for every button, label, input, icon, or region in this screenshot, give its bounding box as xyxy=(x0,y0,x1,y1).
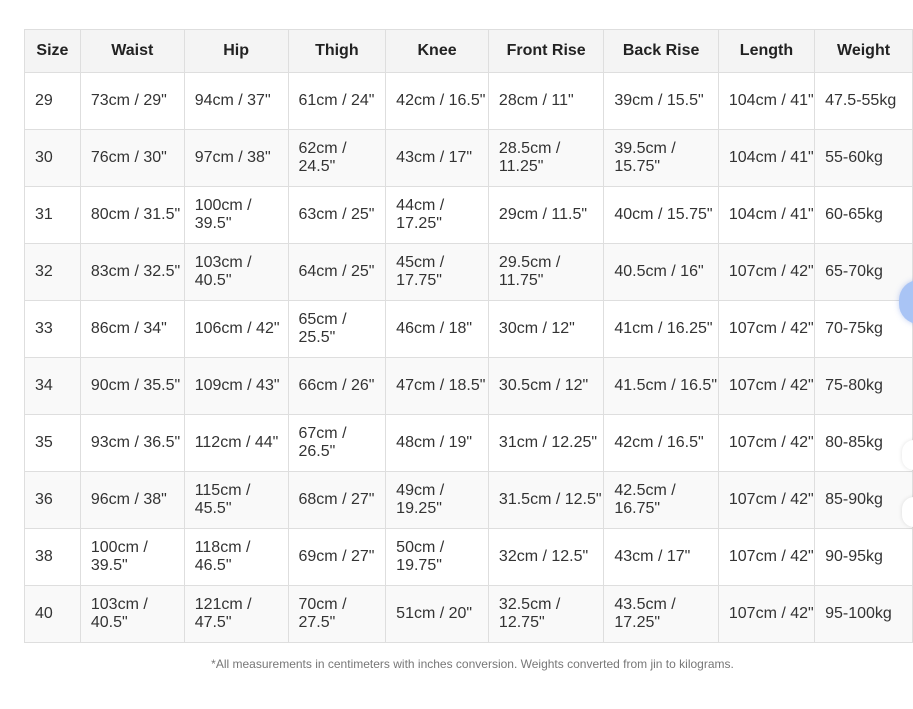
table-cell: 42cm / 16.5" xyxy=(604,415,719,472)
table-cell: 64cm / 25" xyxy=(288,244,386,301)
table-cell: 68cm / 27" xyxy=(288,472,386,529)
column-header-hip: Hip xyxy=(184,30,288,73)
table-cell: 90cm / 35.5" xyxy=(80,358,184,415)
table-cell: 40.5cm / 16" xyxy=(604,244,719,301)
table-cell: 39.5cm / 15.75" xyxy=(604,130,719,187)
table-cell: 39cm / 15.5" xyxy=(604,73,719,130)
header-row xyxy=(25,30,913,73)
table-cell: 121cm / 47.5" xyxy=(184,586,288,643)
table-cell: 30cm / 12" xyxy=(488,301,603,358)
table-cell: 60-65kg xyxy=(815,187,913,244)
table-cell: 80cm / 31.5" xyxy=(80,187,184,244)
table-cell: 38 xyxy=(25,529,81,586)
table-cell: 43cm / 17" xyxy=(604,529,719,586)
table-cell: 36 xyxy=(25,472,81,529)
table-cell: 42.5cm / 16.75" xyxy=(604,472,719,529)
table-cell: 43cm / 17" xyxy=(386,130,489,187)
table-cell: 32.5cm / 12.75" xyxy=(488,586,603,643)
column-header-knee: Knee xyxy=(386,30,489,73)
table-cell: 61cm / 24" xyxy=(288,73,386,130)
table-cell: 107cm / 42" xyxy=(718,358,814,415)
table-cell: 65cm / 25.5" xyxy=(288,301,386,358)
table-cell: 55-60kg xyxy=(815,130,913,187)
table-cell: 83cm / 32.5" xyxy=(80,244,184,301)
column-header-waist: Waist xyxy=(80,30,184,73)
table-cell: 107cm / 42" xyxy=(718,472,814,529)
column-header-weight: Weight xyxy=(815,30,913,73)
table-cell: 44cm / 17.25" xyxy=(386,187,489,244)
table-cell: 100cm / 39.5" xyxy=(184,187,288,244)
floating-action-button[interactable] xyxy=(902,497,913,527)
size-chart-table xyxy=(24,29,913,643)
table-cell: 46cm / 18" xyxy=(386,301,489,358)
table-cell: 43.5cm / 17.25" xyxy=(604,586,719,643)
table-body xyxy=(25,73,913,643)
table-cell: 45cm / 17.75" xyxy=(386,244,489,301)
table-row xyxy=(25,73,913,130)
table-cell: 107cm / 42" xyxy=(718,529,814,586)
table-cell: 41cm / 16.25" xyxy=(604,301,719,358)
table-cell: 62cm / 24.5" xyxy=(288,130,386,187)
table-row xyxy=(25,187,913,244)
table-cell: 95-100kg xyxy=(815,586,913,643)
column-header-thigh: Thigh xyxy=(288,30,386,73)
table-cell: 41.5cm / 16.5" xyxy=(604,358,719,415)
table-cell: 31cm / 12.25" xyxy=(488,415,603,472)
table-cell: 32 xyxy=(25,244,81,301)
table-cell: 30.5cm / 12" xyxy=(488,358,603,415)
table-cell: 104cm / 41" xyxy=(718,130,814,187)
table-cell: 103cm / 40.5" xyxy=(184,244,288,301)
table-cell: 85-90kg xyxy=(815,472,913,529)
table-cell: 94cm / 37" xyxy=(184,73,288,130)
table-cell: 34 xyxy=(25,358,81,415)
table-cell: 48cm / 19" xyxy=(386,415,489,472)
floating-action-button[interactable] xyxy=(902,440,913,470)
column-header-length: Length xyxy=(718,30,814,73)
column-header-back-rise: Back Rise xyxy=(604,30,719,73)
table-row xyxy=(25,415,913,472)
table-cell: 107cm / 42" xyxy=(718,415,814,472)
table-cell: 104cm / 41" xyxy=(718,73,814,130)
table-cell: 47cm / 18.5" xyxy=(386,358,489,415)
table-cell: 40cm / 15.75" xyxy=(604,187,719,244)
table-header xyxy=(25,30,913,73)
table-cell: 70cm / 27.5" xyxy=(288,586,386,643)
table-cell: 80-85kg xyxy=(815,415,913,472)
table-cell: 86cm / 34" xyxy=(80,301,184,358)
table-cell: 29 xyxy=(25,73,81,130)
table-row xyxy=(25,529,913,586)
column-header-front-rise: Front Rise xyxy=(488,30,603,73)
table-cell: 29cm / 11.5" xyxy=(488,187,603,244)
table-cell: 35 xyxy=(25,415,81,472)
table-cell: 47.5-55kg xyxy=(815,73,913,130)
table-cell: 65-70kg xyxy=(815,244,913,301)
table-cell: 70-75kg xyxy=(815,301,913,358)
table-cell: 97cm / 38" xyxy=(184,130,288,187)
table-cell: 49cm / 19.25" xyxy=(386,472,489,529)
table-cell: 106cm / 42" xyxy=(184,301,288,358)
table-cell: 29.5cm / 11.75" xyxy=(488,244,603,301)
table-cell: 93cm / 36.5" xyxy=(80,415,184,472)
table-row xyxy=(25,301,913,358)
table-row xyxy=(25,130,913,187)
table-cell: 96cm / 38" xyxy=(80,472,184,529)
table-cell: 104cm / 41" xyxy=(718,187,814,244)
table-cell: 107cm / 42" xyxy=(718,244,814,301)
table-cell: 90-95kg xyxy=(815,529,913,586)
table-cell: 40 xyxy=(25,586,81,643)
column-header-size: Size xyxy=(25,30,81,73)
table-row xyxy=(25,586,913,643)
table-cell: 73cm / 29" xyxy=(80,73,184,130)
table-cell: 109cm / 43" xyxy=(184,358,288,415)
table-cell: 103cm / 40.5" xyxy=(80,586,184,643)
table-cell: 76cm / 30" xyxy=(80,130,184,187)
table-cell: 50cm / 19.75" xyxy=(386,529,489,586)
table-cell: 28.5cm / 11.25" xyxy=(488,130,603,187)
table-cell: 63cm / 25" xyxy=(288,187,386,244)
table-row xyxy=(25,472,913,529)
footnote: *All measurements in centimeters with inches conversion. Weights converted from jin to kilograms. xyxy=(211,657,734,671)
table-cell: 33 xyxy=(25,301,81,358)
table-cell: 42cm / 16.5" xyxy=(386,73,489,130)
table-cell: 100cm / 39.5" xyxy=(80,529,184,586)
table-cell: 31.5cm / 12.5" xyxy=(488,472,603,529)
table-cell: 66cm / 26" xyxy=(288,358,386,415)
table-cell: 112cm / 44" xyxy=(184,415,288,472)
table-cell: 75-80kg xyxy=(815,358,913,415)
table-cell: 118cm / 46.5" xyxy=(184,529,288,586)
table-cell: 69cm / 27" xyxy=(288,529,386,586)
table-cell: 107cm / 42" xyxy=(718,301,814,358)
table-row xyxy=(25,358,913,415)
table-row xyxy=(25,244,913,301)
table-cell: 51cm / 20" xyxy=(386,586,489,643)
table-cell: 67cm / 26.5" xyxy=(288,415,386,472)
table-cell: 31 xyxy=(25,187,81,244)
table-cell: 115cm / 45.5" xyxy=(184,472,288,529)
table-cell: 30 xyxy=(25,130,81,187)
table-cell: 107cm / 42" xyxy=(718,586,814,643)
table-cell: 28cm / 11" xyxy=(488,73,603,130)
table-cell: 32cm / 12.5" xyxy=(488,529,603,586)
